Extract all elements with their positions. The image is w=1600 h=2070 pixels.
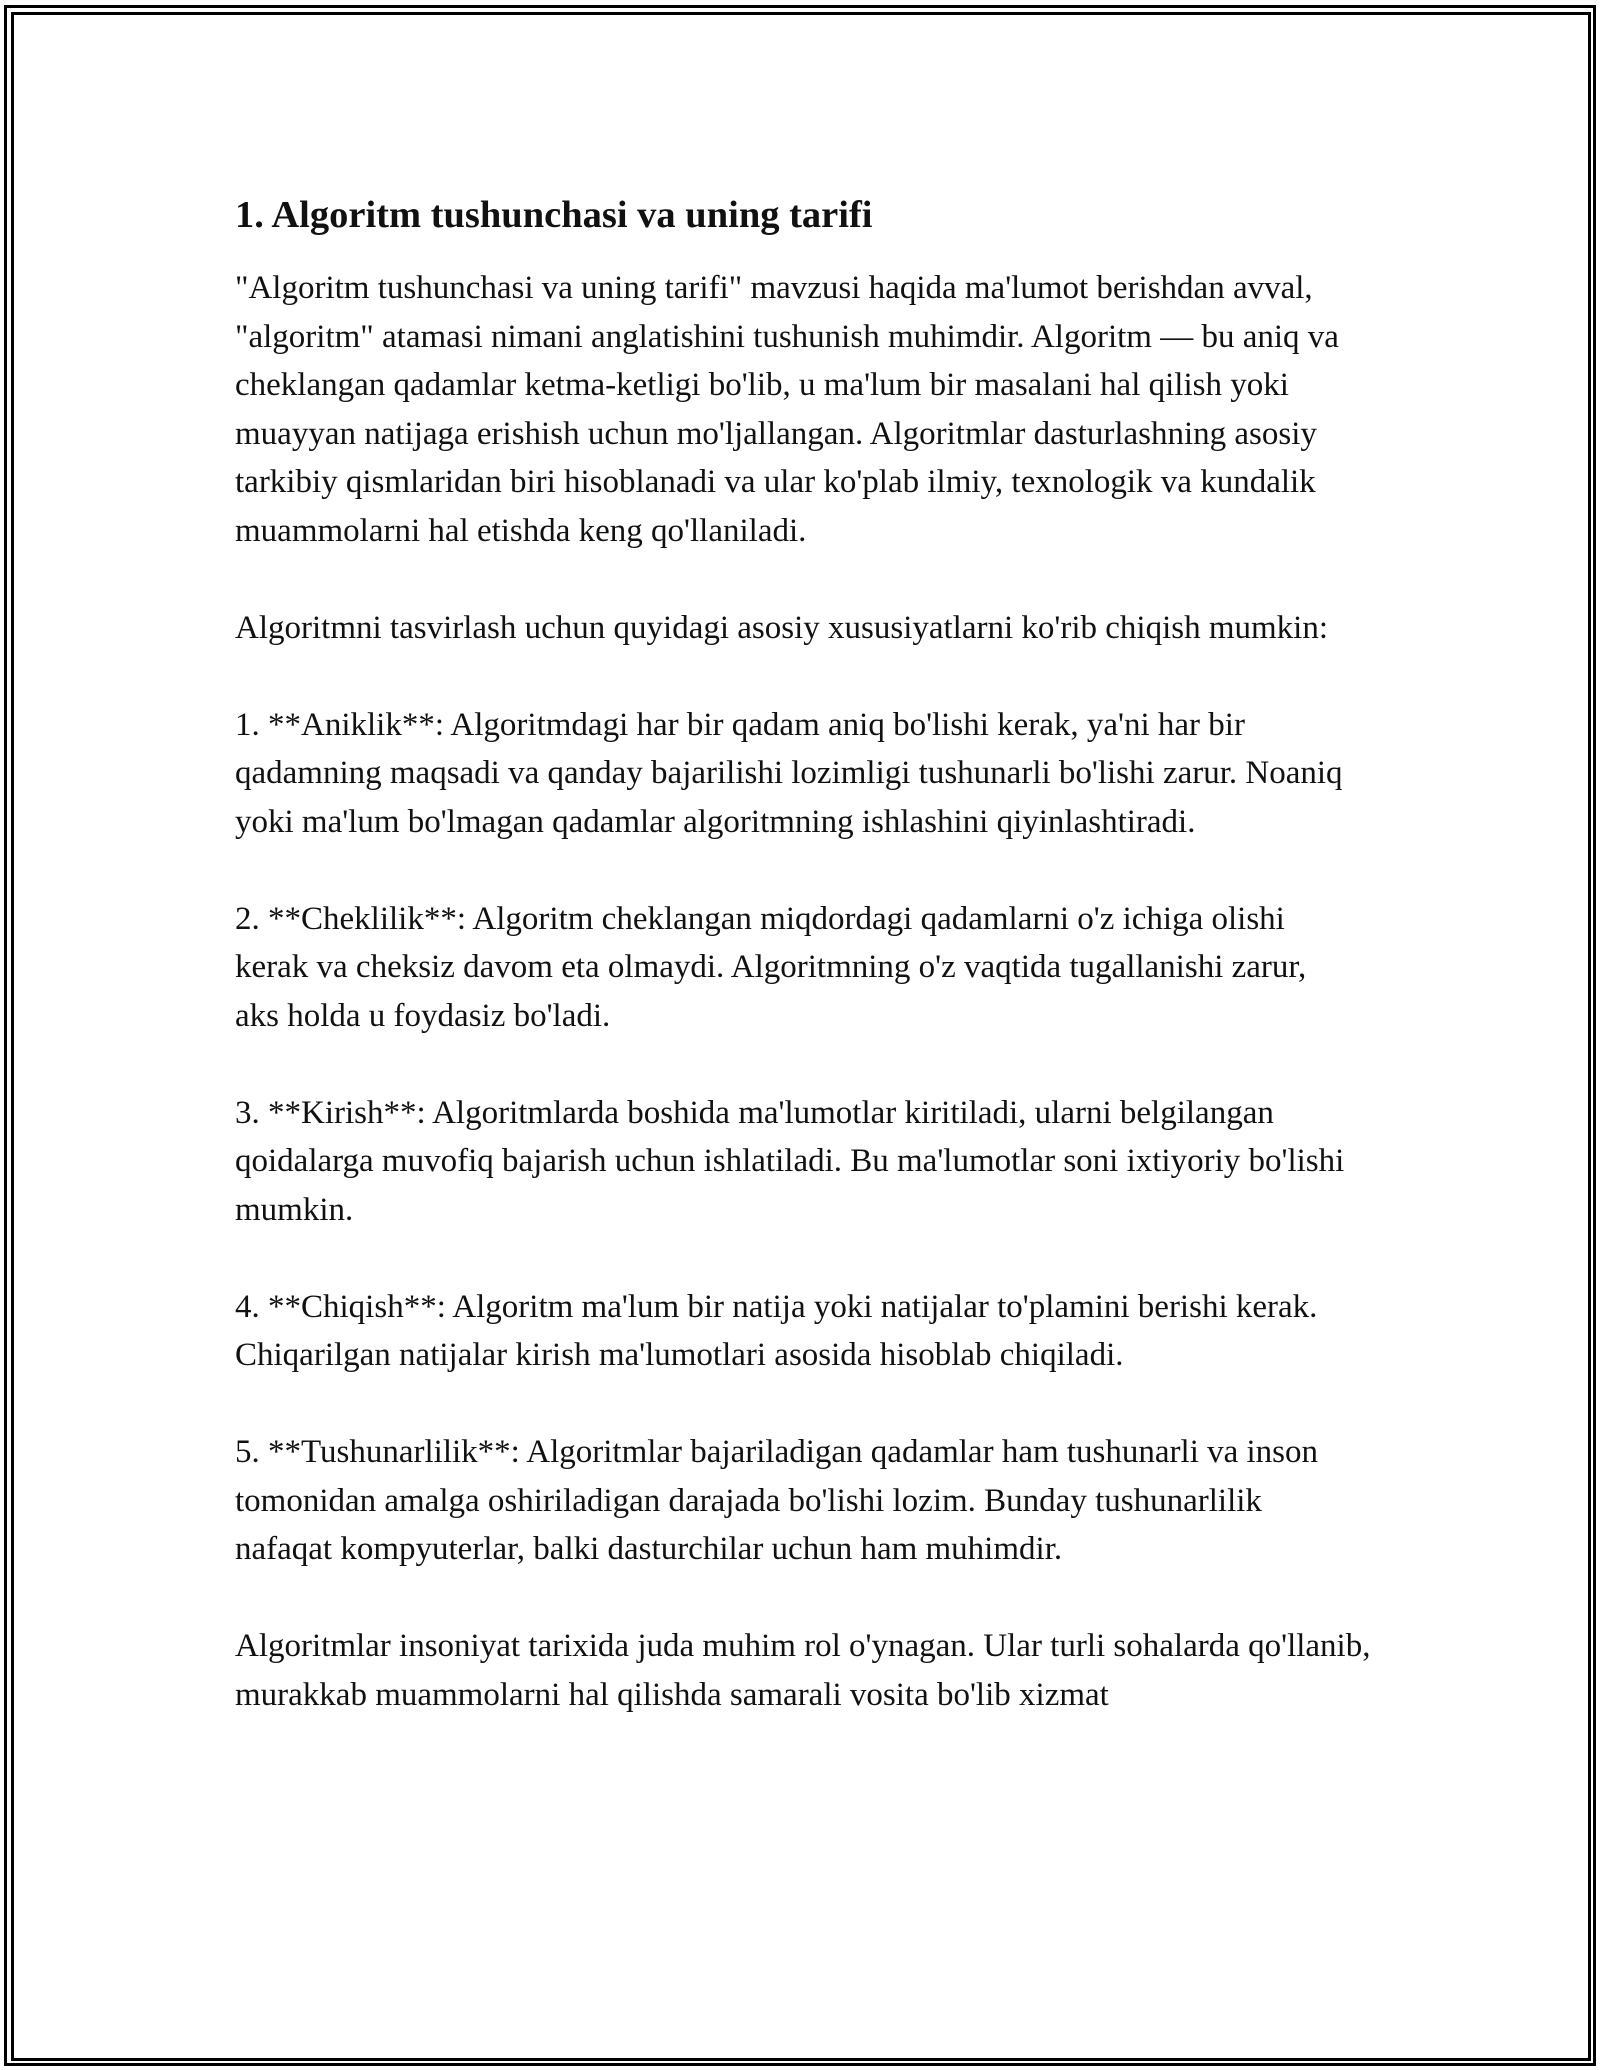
intro-paragraph: "Algoritm tushunchasi va uning tarifi" mavzusi haqida ma'lumot berishdan avval, "algoritm" atamasi nimani anglatishini tushunish muhimdir. Algoritm — bu aniq va cheklangan qadamlar ketma-ketligi bo'lib, u ma'lum bir masalani hal qilish yoki muayyan natijaga erishish uchun mo'ljallangan. Algoritmlar dasturlashning asosiy tarkibiy qismlaridan biri hisoblanadi va ular ko'plab ilmiy, texnologik va kundalik muammolarni hal etishda keng qo'llaniladi. bbox=[235, 270, 1339, 549]
property-item-kirish: 3. **Kirish**: Algoritmlarda boshida ma'lumotlar kiritiladi, ularni belgilangan qoidalarga muvofiq bajarish uchun ishlatiladi. Bu ma'lumotlar soni ixtiyoriy bo'lishi mumkin. bbox=[235, 1094, 1345, 1228]
property-item-chiqish: 4. **Chiqish**: Algoritm ma'lum bir natija yoki natijalar to'plamini berishi kerak. Chiqarilgan natijalar kirish ma'lumotlari asosida hisoblab chiqiladi. bbox=[235, 1288, 1318, 1373]
property-item-tushunarlilik: 5. **Tushunarlilik**: Algoritmlar bajariladigan qadamlar ham tushunarli va inson tomonidan amalga oshiriladigan darajada bo'lishi lozim. Bunday tushunarlilik nafaqat kompyuterlar, balki dasturchilar uchun ham muhimdir. bbox=[235, 1434, 1319, 1567]
properties-lead-paragraph: Algoritmni tasvirlash uchun quyidagi asosiy xususiyatlarni ko'rib chiqish mumkin: bbox=[235, 609, 1329, 646]
document-body bbox=[235, 186, 1375, 1719]
section-heading: 1. Algoritm tushunchasi va uning tarifi bbox=[235, 194, 873, 236]
closing-paragraph: Algoritmlar insoniyat tarixida juda muhim rol o'ynagan. Ular turli sohalarda qo'llanib, murakkab muammolarni hal qilishda samarali vosita bo'lib xizmat bbox=[235, 1628, 1371, 1713]
property-item-cheklilik: 2. **Cheklilik**: Algoritm cheklangan miqdordagi qadamlarni o'z ichiga olishi kerak va cheksiz davom eta olmaydi. Algoritmning o'z vaqtida tugallanishi zarur, aks holda u foydasiz bo'ladi. bbox=[235, 900, 1307, 1034]
property-item-aniklik: 1. **Aniklik**: Algoritmdagi har bir qadam aniq bo'lishi kerak, ya'ni har bir qadamning maqsadi va qanday bajarilishi lozimligi tushunarli bo'lishi zarur. Noaniq yoki ma'lum bo'lmagan qadamlar algoritmning ishlashini qiyinlashtiradi. bbox=[235, 706, 1343, 840]
